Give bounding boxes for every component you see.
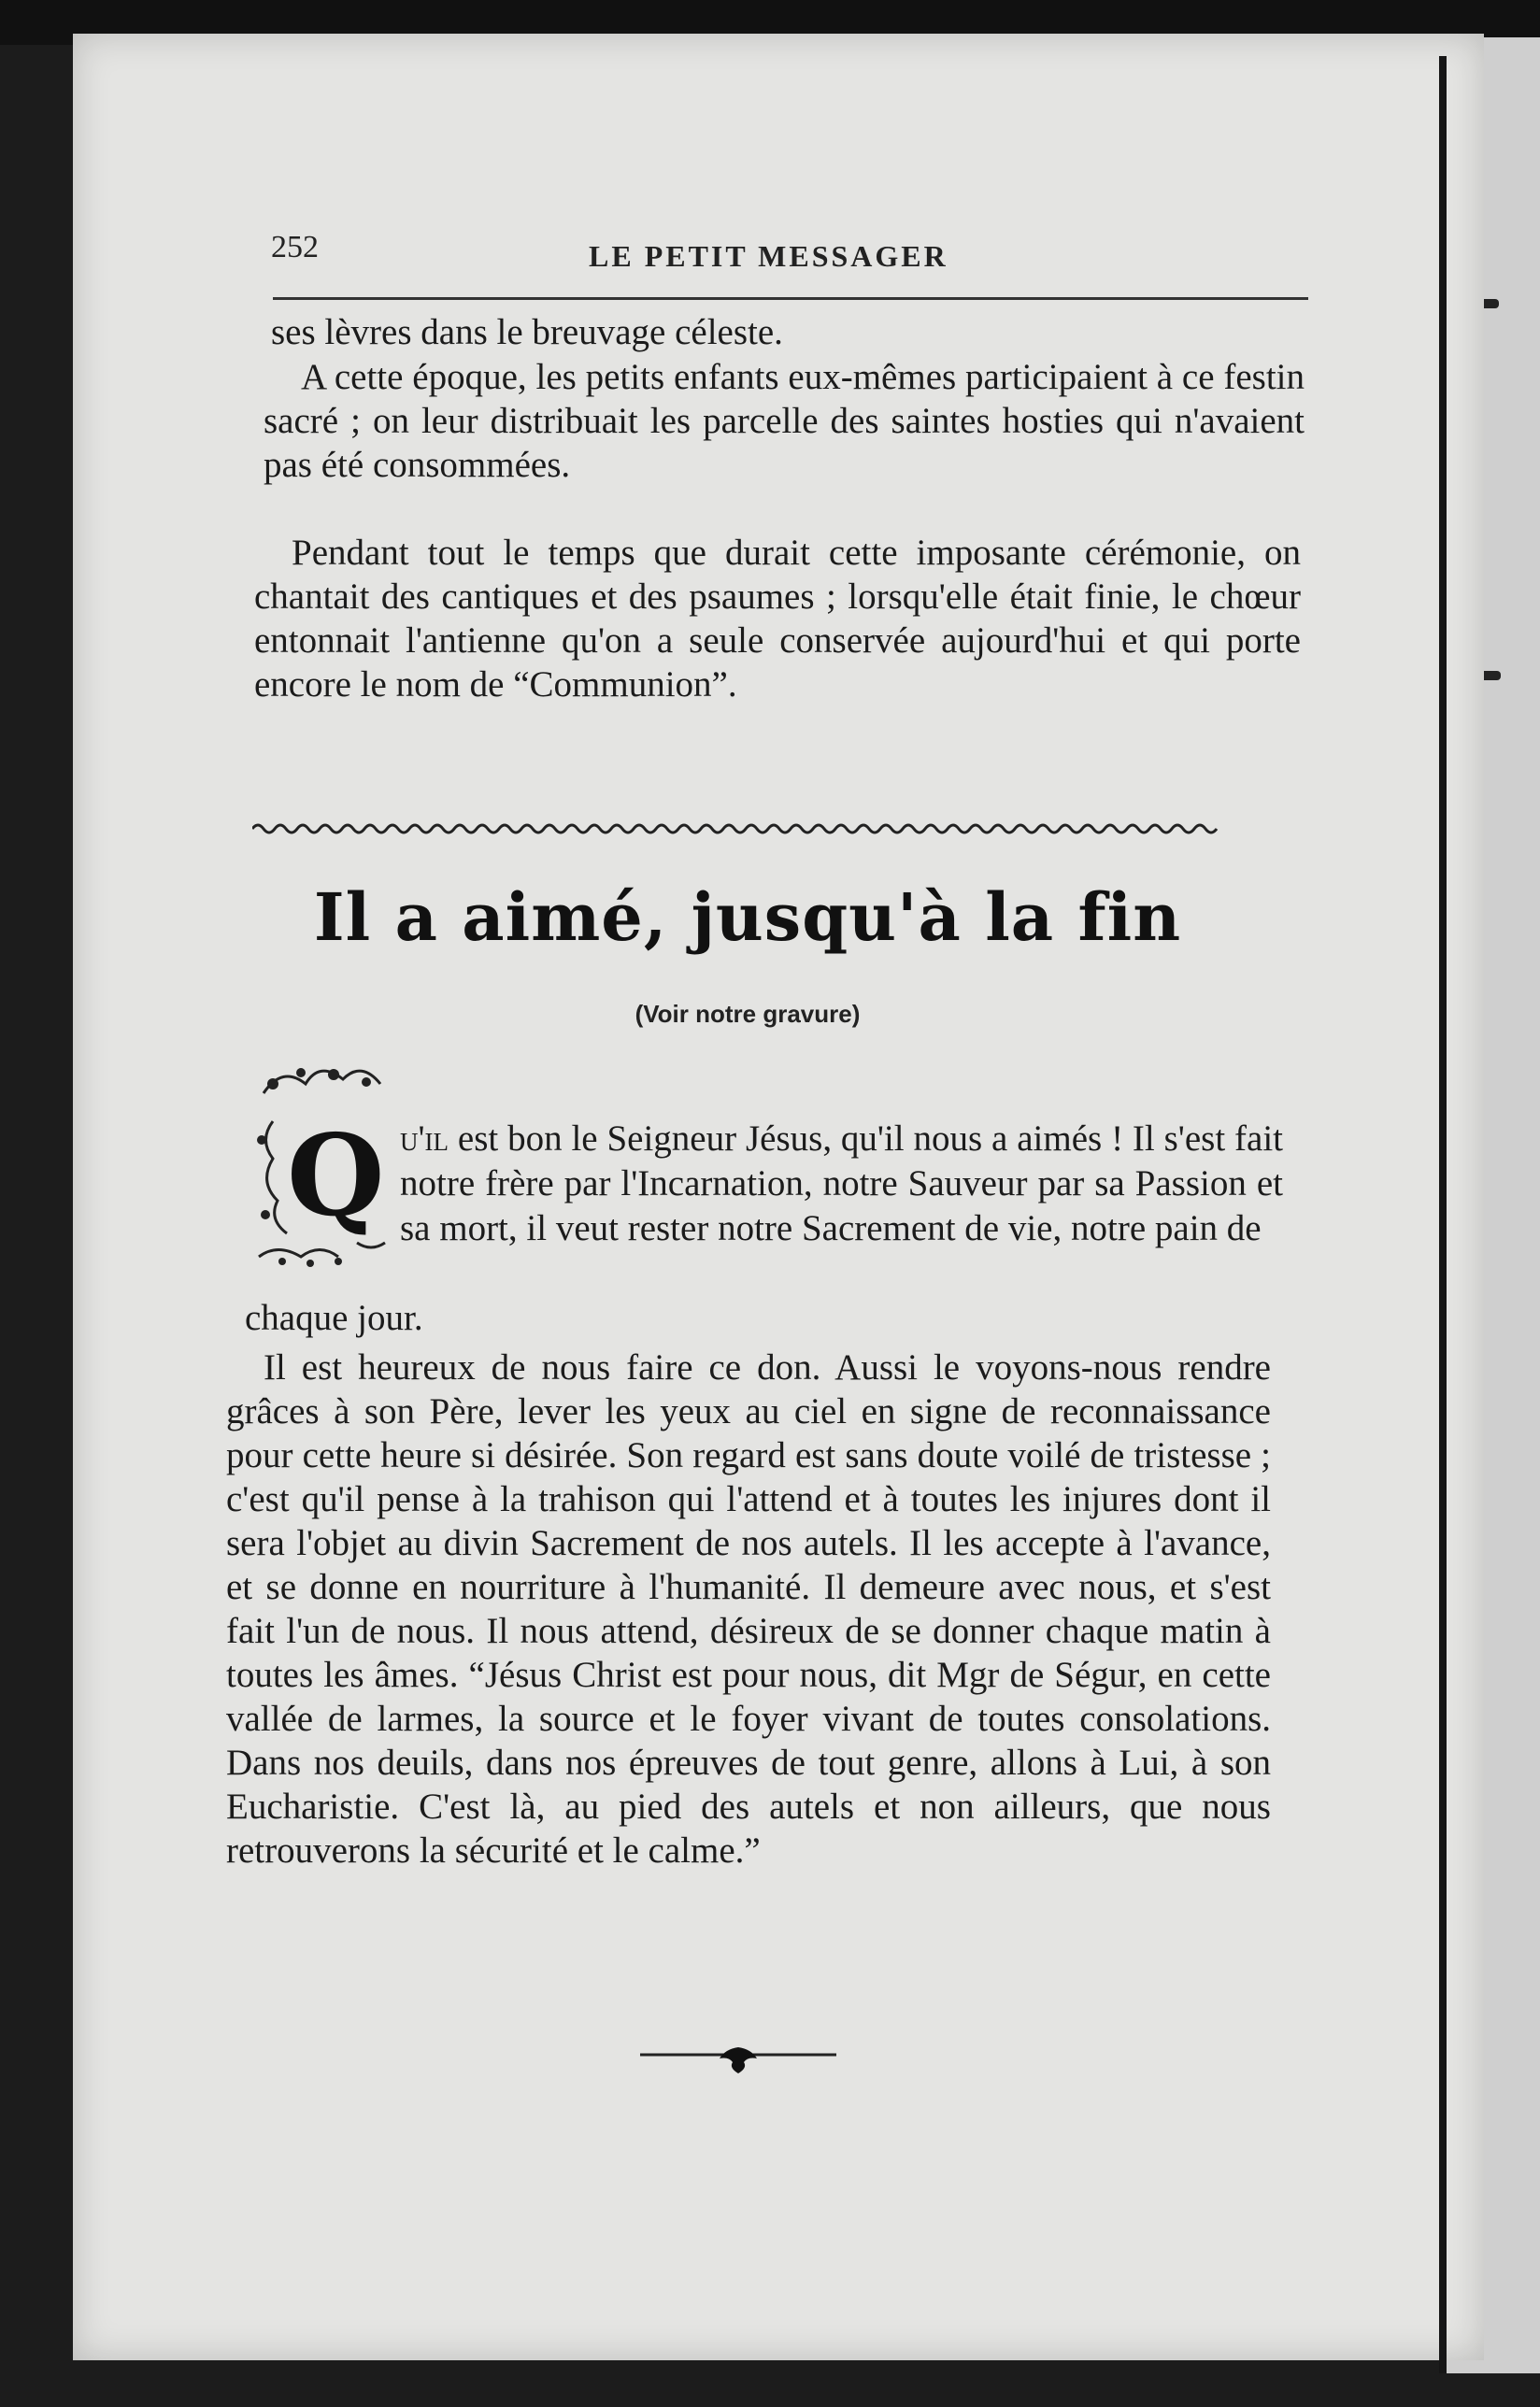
article-title: Il a aimé, jusqu'à la fin	[313, 878, 1182, 956]
page-gutter	[1439, 56, 1447, 2373]
article-subtitle: (Voir notre gravure)	[635, 1000, 861, 1028]
paragraph: Pendant tout le temps que durait cette imposante cérémonie, on chantait des cantiques et des psaumes ; lorsqu'elle était finie, le chœur entonnait l'antienne qu'on a seule conservée aujourd'hui et qui porte encore le nom de “Communion”.	[254, 533, 1301, 705]
header-rule	[273, 297, 1308, 300]
running-header	[271, 221, 1308, 280]
wavy-divider-icon	[252, 815, 1243, 843]
paragraph: A cette époque, les petits enfants eux-mêmes participaient à ce festin sacré ; on leur distribuait les parcelle des saintes hosties qui n'avaient pas été consommées.	[264, 357, 1305, 485]
fleuron-ornament-icon	[640, 2042, 846, 2079]
svg-text:Q: Q	[287, 1110, 385, 1242]
paragraph: Il est heureux de nous faire ce don. Aussi le voyons-nous rendre grâces à son Père, lever les yeux au ciel en signe de reconnaissance pour cette heure si désirée. Son regard est sans doute voilé de tristesse ; c'est qu'il pense à la trahison qui l'attend et à toutes les injures dont il sera l'objet au divin Sacrement de nos autels. Il les accepte à l'avance, et se donne en nourriture à l'humanité. Il demeure avec nous, et s'est fait l'un de nous. Il nous attend, désireux de se donner chaque matin à toutes les âmes. “Jésus Christ est pour nous, dit Mgr de Ségur, en cette vallée de larmes, la source et le foyer vivant de toutes consolations. Dans nos deuils, dans nos épreuves de tout genre, allons à Lui, à son Eucharistie. C'est là, au pied des autels et non ailleurs, que nous retrouverons la sécurité et le calme.”	[226, 1347, 1271, 1871]
page-number: 252	[271, 230, 319, 264]
opening-smallcaps: u'il	[400, 1118, 449, 1159]
continued-line: ses lèvres dans le breuvage céleste.	[271, 312, 783, 352]
opening-paragraph	[400, 1117, 1283, 1251]
opening-text: est bon le Seigneur Jésus, qu'il nous a aimés ! Il s'est fait notre frère par l'Incarnation, notre Sauveur par sa Passion et sa mort, il veut rester notre Sacrement de vie, notre pain de	[400, 1118, 1283, 1248]
opening-last-line: chaque jour.	[245, 1298, 423, 1338]
running-title: LE PETIT MESSAGER	[589, 239, 948, 273]
ornamental-dropcap-icon	[245, 1056, 394, 1280]
